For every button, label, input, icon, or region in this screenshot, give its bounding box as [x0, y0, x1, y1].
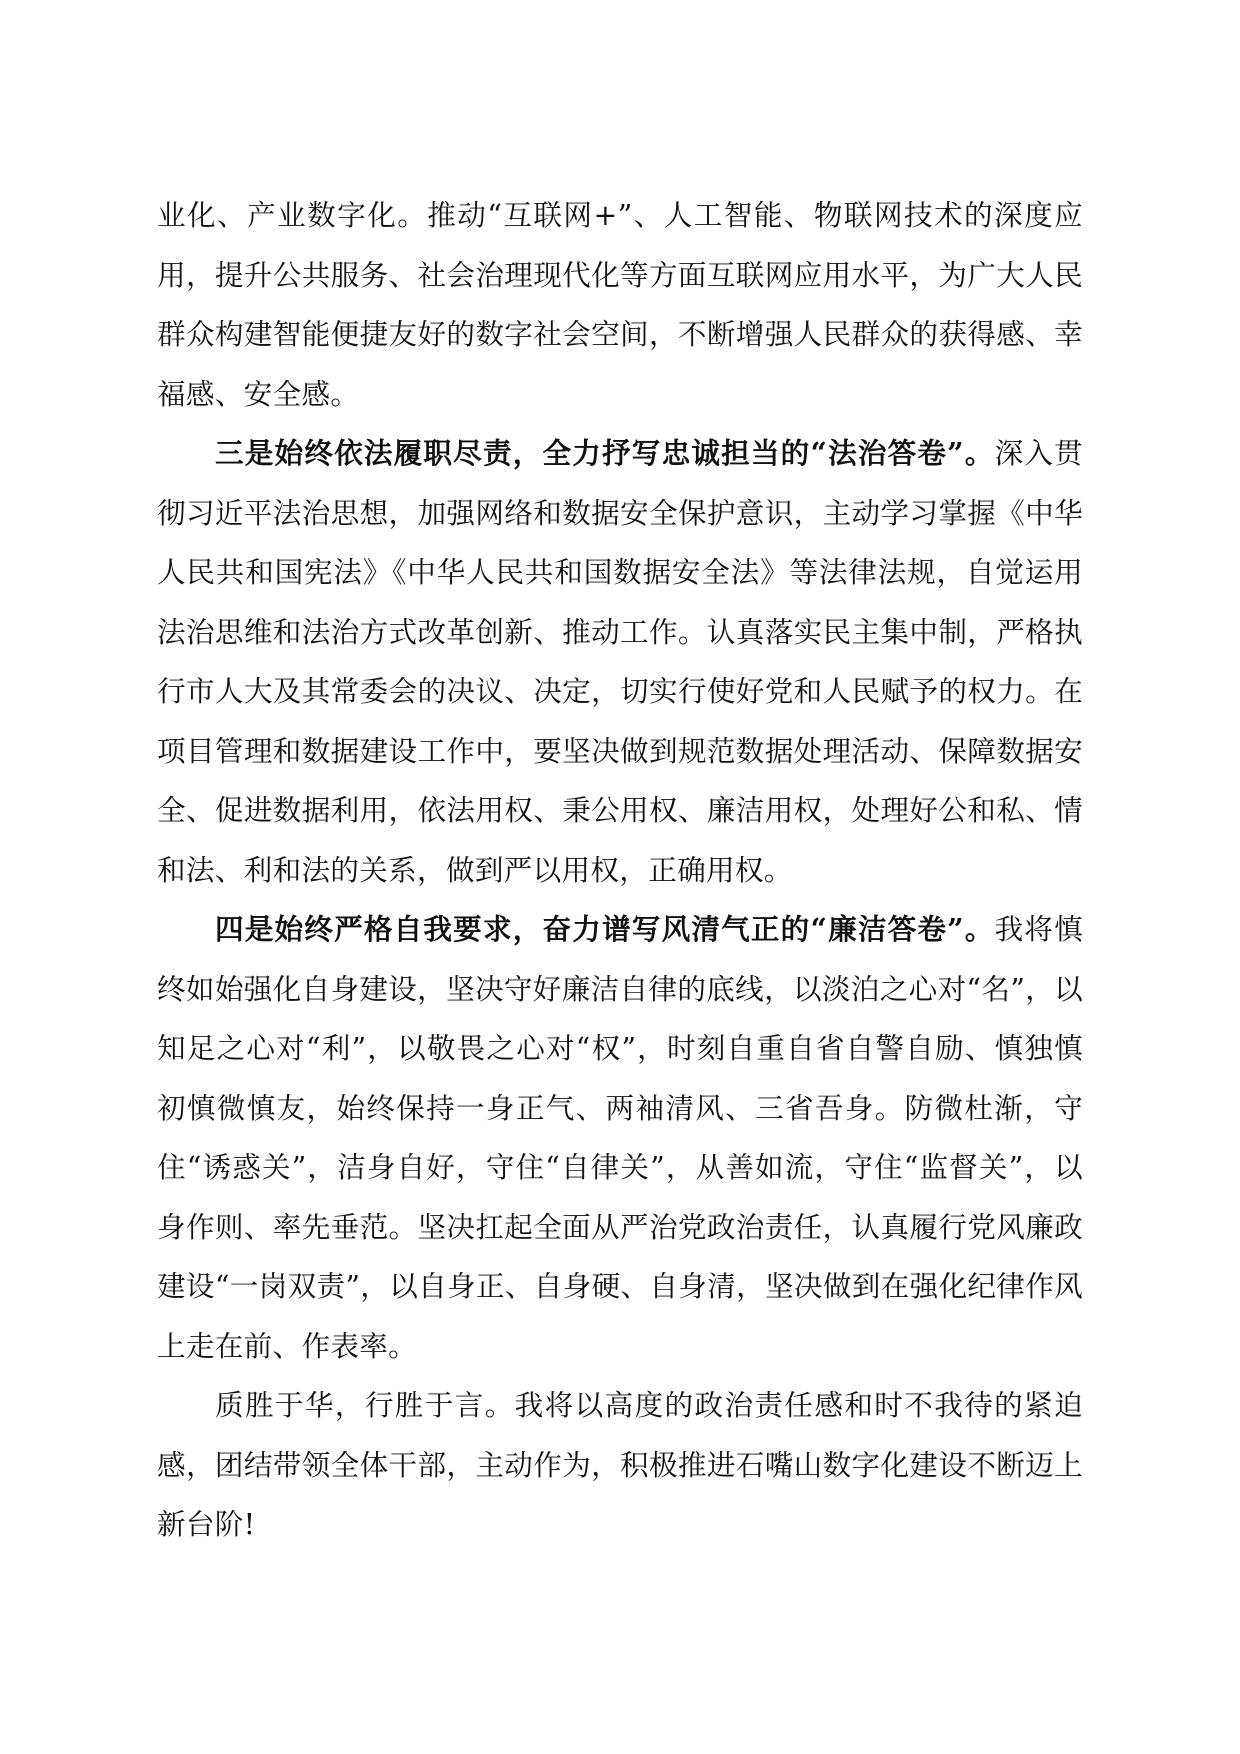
- paragraph-text: 质胜于华，行胜于言。我将以高度的政治责任感和时不我待的紧迫感，团结带领全体干部，主动作为，积极推进石嘴山数字化建设不断迈上新台阶!: [157, 1388, 1083, 1541]
- paragraph-text: 深入贯彻习近平法治思想，加强网络和数据安全保护意识，主动学习掌握《中华人民共和国宪法》《中华人民共和国数据安全法》等法律法规，自觉运用法治思维和法治方式改革创新、推动工作。认真落实民主集中制，严格执行市人大及其常委会的决议、决定，切实行使好党和人民赋予的权力。在项目管理和数据建设工作中，要坚决做到规范数据处理活动、保障数据安全、促进数据利用，依法用权、秉公用权、廉洁用权，处理好公和私、情和法、利和法的关系，做到严以用权，正确用权。: [157, 436, 1084, 887]
- paragraph-text: 业化、产业数字化。推动“互联网+”、人工智能、物联网技术的深度应用，提升公共服务、社会治理现代化等方面互联网应用水平，为广大人民群众构建智能便捷友好的数字社会空间，不断增强人民群众的获得感、幸福感、安全感。: [157, 198, 1083, 411]
- paragraph-rule-of-law: [157, 424, 1083, 900]
- document-page: [157, 186, 1083, 1555]
- paragraph-integrity: [157, 900, 1083, 1376]
- paragraph-text: 我将慎终如始强化自身建设，坚决守好廉洁自律的底线，以淡泊之心对“名”，以知足之心对“利”，以敬畏之心对“权”，时刻自重自省自警自励、慎独慎初慎微慎友，始终保持一身正气、两袖清风、三省吾身。防微杜渐，守住“诱惑关”，洁身自好，守住“自律关”，从善如流，守住“监督关”，以身作则、率先垂范。坚决扛起全面从严治党政治责任，认真履行党风廉政建设“一岗双责”，以自身正、自身硬、自身清，坚决做到在强化纪律作风上走在前、作表率。: [157, 912, 1084, 1363]
- paragraph-heading: 四是始终严格自我要求，奋力谱写风清气正的“廉洁答卷”。: [215, 912, 995, 946]
- paragraph-conclusion: [157, 1376, 1083, 1555]
- paragraph-heading: 三是始终依法履职尽责，全力抒写忠诚担当的“法治答卷”。: [215, 436, 995, 470]
- paragraph-continuation: [157, 186, 1083, 424]
